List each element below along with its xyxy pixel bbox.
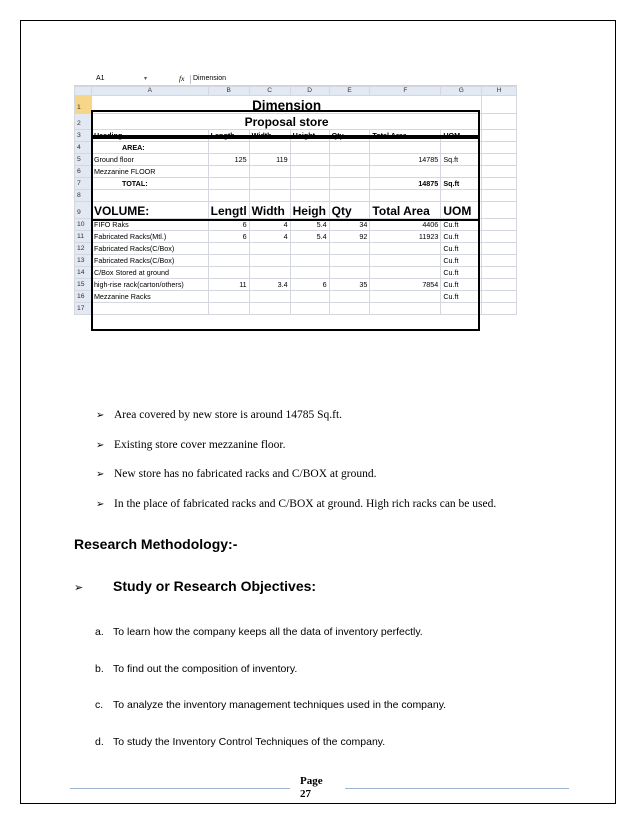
objectives-heading: ➢ Study or Research Objectives: <box>74 578 317 594</box>
sheet-cell <box>290 154 329 166</box>
row-number: 13 <box>75 255 92 267</box>
sheet-cell: Length <box>208 130 249 142</box>
sheet-cell <box>329 267 370 279</box>
sheet-cell: TOTAL: <box>91 178 208 190</box>
sheet-cell: Width <box>249 202 290 219</box>
sheet-cell <box>482 96 517 114</box>
sheet-cell: 7854 <box>370 279 441 291</box>
sheet-cell <box>290 178 329 190</box>
objective-item: d. To study the Inventory Control Techniques of the company. <box>95 735 386 748</box>
sheet-cell: Ground floor <box>91 154 208 166</box>
row-number: 14 <box>75 267 92 279</box>
bullet-item: ➢ New store has no fabricated racks and C/BOX at ground. <box>96 468 377 480</box>
sheet-cell <box>249 267 290 279</box>
sheet-cell <box>329 243 370 255</box>
row-number: 12 <box>75 243 92 255</box>
sheet-cell: 14875 <box>370 178 441 190</box>
bullet-item: ➢ In the place of fabricated racks and C/BOX at ground. High rich racks can be used. <box>96 497 497 510</box>
row-number: 1 <box>75 96 92 114</box>
sheet-cell <box>370 243 441 255</box>
sheet-cell: 125 <box>208 154 249 166</box>
sheet-cell: UOM <box>441 202 482 219</box>
spreadsheet-screenshot <box>74 74 517 346</box>
sheet-cell: AREA: <box>91 142 208 154</box>
sheet-row <box>75 96 517 114</box>
sheet-cell: Qty <box>329 202 370 219</box>
sheet-cell <box>208 255 249 267</box>
column-header: E <box>329 87 370 96</box>
sheet-cell: 5.4 <box>290 219 329 231</box>
sheet-cell <box>290 291 329 303</box>
row-number: 7 <box>75 178 92 190</box>
sheet-cell <box>482 154 517 166</box>
formula-divider <box>190 75 191 84</box>
sheet-cell: Cu.ft <box>441 267 482 279</box>
sheet-cell <box>290 190 329 202</box>
sheet-cell: Width <box>249 130 290 142</box>
sheet-row <box>75 166 517 178</box>
row-number: 3 <box>75 130 92 142</box>
sheet-cell <box>208 291 249 303</box>
sheet-row <box>75 255 517 267</box>
sheet-cell <box>482 243 517 255</box>
sheet-cell: Cu.ft <box>441 231 482 243</box>
sheet-row <box>75 267 517 279</box>
row-number: 16 <box>75 291 92 303</box>
sheet-cell: 6 <box>208 231 249 243</box>
sheet-cell: Total Area <box>370 130 441 142</box>
row-number: 5 <box>75 154 92 166</box>
sheet-cell <box>370 291 441 303</box>
row-number: 17 <box>75 303 92 315</box>
sheet-cell <box>290 142 329 154</box>
sheet-cell <box>249 303 290 315</box>
column-header: H <box>482 87 517 96</box>
sheet-cell <box>208 178 249 190</box>
sheet-cell <box>329 154 370 166</box>
sheet-cell: VOLUME: <box>91 202 208 219</box>
sheet-cell: 4 <box>249 219 290 231</box>
sheet-cell: Heigh <box>290 202 329 219</box>
sheet-cell: 5.4 <box>290 231 329 243</box>
sheet-row <box>75 243 517 255</box>
footer-rule-left <box>70 788 290 789</box>
row-number: 2 <box>75 114 92 130</box>
sheet-cell <box>482 279 517 291</box>
sheet-cell: Fabricated Racks(C/Box) <box>91 243 208 255</box>
sheet-cell: Qty <box>329 130 370 142</box>
sheet-cell: Fabricated Racks(C/Box) <box>91 255 208 267</box>
sheet-cell: Cu.ft <box>441 243 482 255</box>
column-header: A <box>91 87 208 96</box>
sheet-cell <box>370 142 441 154</box>
sheet-cell: Sq.ft <box>441 154 482 166</box>
sheet-cell <box>208 267 249 279</box>
sheet-cell <box>91 190 208 202</box>
sheet-cell: Cu.ft <box>441 255 482 267</box>
sheet-row <box>75 291 517 303</box>
sheet-cell <box>482 291 517 303</box>
sheet-cell <box>482 267 517 279</box>
footer-rule-right <box>345 788 569 789</box>
sheet-cell: 11923 <box>370 231 441 243</box>
sheet-row <box>75 114 517 130</box>
sheet-cell: UOM <box>441 130 482 142</box>
formula-value: Dimension <box>193 75 227 82</box>
column-header: D <box>290 87 329 96</box>
sheet-cell <box>370 303 441 315</box>
sheet-cell <box>290 255 329 267</box>
column-header: F <box>370 87 441 96</box>
sheet-cell: 14785 <box>370 154 441 166</box>
sheet-cell <box>329 255 370 267</box>
column-header: C <box>249 87 290 96</box>
sheet-row <box>75 178 517 190</box>
chevron-down-icon: ▾ <box>144 76 148 82</box>
sheet-cell <box>370 166 441 178</box>
sheet-cell <box>441 303 482 315</box>
sheet-cell <box>482 303 517 315</box>
row-number: 9 <box>75 202 92 219</box>
sheet-cell <box>249 243 290 255</box>
sheet-cell: 4 <box>249 231 290 243</box>
sheet-cell <box>482 231 517 243</box>
sheet-cell <box>441 190 482 202</box>
sheet-cell <box>249 190 290 202</box>
sheet-cell: Fabricated Racks(Mtl.) <box>91 231 208 243</box>
sheet-cell: 3.4 <box>249 279 290 291</box>
objective-item: b. To find out the composition of inventory. <box>95 662 298 675</box>
row-number: 4 <box>75 142 92 154</box>
sheet-cell: 35 <box>329 279 370 291</box>
sheet-row <box>75 303 517 315</box>
name-box: A1 <box>96 75 105 82</box>
sheet-cell: 11 <box>208 279 249 291</box>
sheet-row <box>75 219 517 231</box>
sheet-cell <box>208 166 249 178</box>
objectives-list <box>95 626 446 772</box>
sheet-cell: 34 <box>329 219 370 231</box>
sheet-cell: Height <box>290 130 329 142</box>
sheet-cell: Cu.ft <box>441 219 482 231</box>
sheet-cell <box>482 190 517 202</box>
arrow-bullet-icon: ➢ <box>74 581 84 594</box>
row-number: 10 <box>75 219 92 231</box>
sheet-cell <box>482 142 517 154</box>
column-header: B <box>208 87 249 96</box>
sheet-cell <box>370 255 441 267</box>
sheet-cell <box>290 243 329 255</box>
sheet-cell <box>329 303 370 315</box>
sheet-cell <box>249 166 290 178</box>
sheet-cell <box>482 255 517 267</box>
formula-bar <box>74 74 517 86</box>
sheet-cell <box>290 166 329 178</box>
bullet-item: ➢ Area covered by new store is around 14785 Sq.ft. <box>96 409 343 421</box>
sheet-row <box>75 202 517 219</box>
sheet-cell <box>441 142 482 154</box>
arrow-bullet-icon: ➢ <box>96 439 105 451</box>
sheet-cell <box>482 202 517 219</box>
sheet-row <box>75 231 517 243</box>
sheet-cell: 4406 <box>370 219 441 231</box>
sheet-cell <box>329 190 370 202</box>
sheet-cell: high-rise rack(carton/others) <box>91 279 208 291</box>
sheet-cell <box>290 267 329 279</box>
sheet-cell <box>208 142 249 154</box>
bullet-item: ➢ Existing store cover mezzanine floor. <box>96 438 286 451</box>
column-header: G <box>441 87 482 96</box>
corner-cell <box>75 87 92 96</box>
sheet-cell <box>208 190 249 202</box>
sheet-cell: Heading <box>91 130 208 142</box>
sheet-cell: C/Box Stored at ground <box>91 267 208 279</box>
sheet-cell: Mezzanine FLOOR <box>91 166 208 178</box>
sheet-cell <box>249 255 290 267</box>
arrow-bullet-icon: ➢ <box>96 498 105 510</box>
sheet-cell: Mezzanine Racks <box>91 291 208 303</box>
sheet-cell <box>482 166 517 178</box>
sheet-cell <box>290 303 329 315</box>
sheet-cell <box>482 130 517 142</box>
sheet-cell: Cu.ft <box>441 291 482 303</box>
sheet-cell: Cu.ft <box>441 279 482 291</box>
sheet-cell <box>208 303 249 315</box>
function-icon: fx <box>179 74 185 83</box>
sheet-row <box>75 279 517 291</box>
sheet-cell: FIFO Raks <box>91 219 208 231</box>
sheet-cell <box>249 291 290 303</box>
sheet-cell <box>249 178 290 190</box>
arrow-bullet-icon: ➢ <box>96 410 105 421</box>
page-number: Page 27 <box>300 775 323 800</box>
sheet-cell: 92 <box>329 231 370 243</box>
sheet-cell <box>482 114 517 130</box>
objective-item: a. To learn how the company keeps all the data of inventory perfectly. <box>95 626 423 638</box>
sheet-cell <box>370 267 441 279</box>
sheet-cell: Sq.ft <box>441 178 482 190</box>
sheet-cell <box>329 178 370 190</box>
row-number: 11 <box>75 231 92 243</box>
objective-item: c. To analyze the inventory management techniques used in the company. <box>95 699 447 711</box>
bullet-list <box>96 408 496 526</box>
sheet-cell <box>482 178 517 190</box>
arrow-bullet-icon: ➢ <box>96 469 105 480</box>
sheet-cell <box>208 243 249 255</box>
sheet-row <box>75 142 517 154</box>
table-title: Proposal store <box>91 114 481 130</box>
row-number: 8 <box>75 190 92 202</box>
sheet-cell <box>329 142 370 154</box>
sheet-cell: 119 <box>249 154 290 166</box>
sheet-row <box>75 154 517 166</box>
sheet-cell <box>249 142 290 154</box>
sheet-cell: 6 <box>290 279 329 291</box>
sheet-cell: Total Area <box>370 202 441 219</box>
sheet-cell <box>482 219 517 231</box>
spreadsheet-grid <box>74 86 517 315</box>
sheet-cell <box>91 303 208 315</box>
sheet-cell <box>441 166 482 178</box>
row-number: 6 <box>75 166 92 178</box>
row-number: 15 <box>75 279 92 291</box>
sheet-cell <box>329 291 370 303</box>
sheet-row <box>75 190 517 202</box>
sheet-cell <box>370 190 441 202</box>
section-heading: Research Methodology:- <box>74 536 238 552</box>
sheet-cell: Lengtl <box>208 202 249 219</box>
sheet-cell <box>329 166 370 178</box>
table-title: Dimension <box>91 96 481 114</box>
sheet-row <box>75 130 517 142</box>
sheet-cell: 6 <box>208 219 249 231</box>
